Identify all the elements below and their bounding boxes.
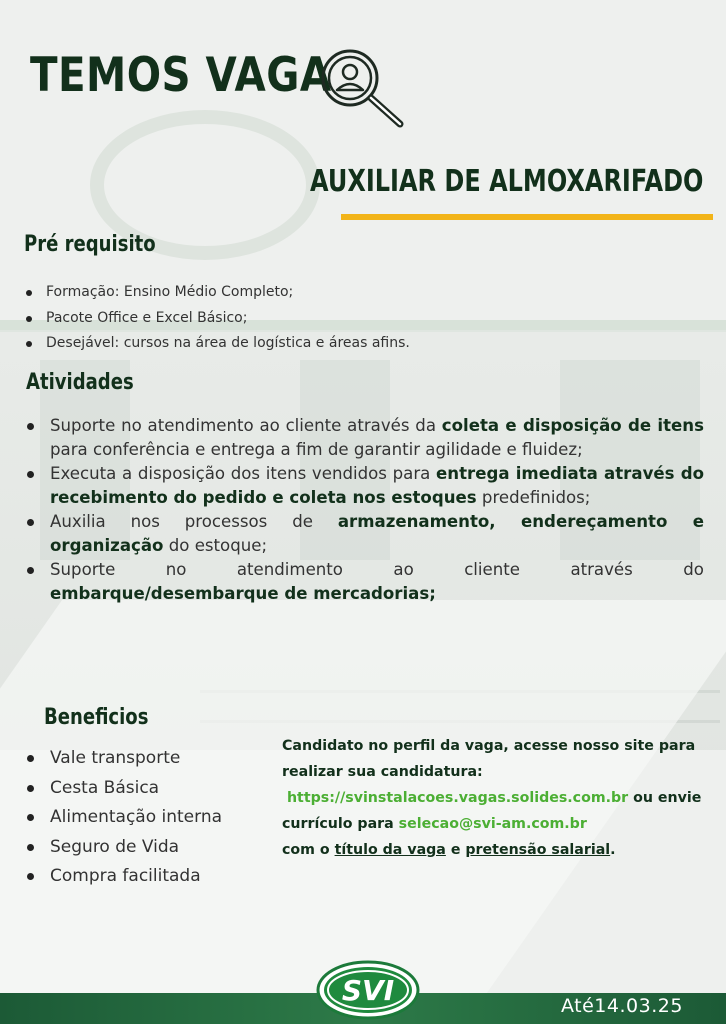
svi-logo xyxy=(315,960,421,1020)
list-item: Desejável: cursos na área de logística e áreas afins. xyxy=(24,331,704,357)
page-title: TEMOS VAGA xyxy=(30,48,332,103)
list-item: Seguro de Vida xyxy=(24,833,274,863)
requirements-heading: Pré requisito xyxy=(24,232,156,257)
requirements-list xyxy=(24,280,704,357)
title-underline xyxy=(341,214,713,220)
list-item: Alimentação interna xyxy=(24,803,274,833)
benefits-list xyxy=(24,744,274,892)
list-item: Compra facilitada xyxy=(24,862,274,892)
application-url-link[interactable]: https://svinstalacoes.vagas.solides.com.br xyxy=(286,790,629,806)
list-item: Suporte no atendimento ao cliente através do embarque/desembarque de mercadorias; xyxy=(24,558,704,606)
list-item: Formação: Ensino Médio Completo; xyxy=(24,280,704,306)
list-item: Suporte no atendimento ao cliente através da coleta e disposição de itens para conferência e entrega a fim de garantir agilidade e fluidez; xyxy=(24,414,704,462)
svg-text:SVI: SVI xyxy=(341,974,395,1007)
job-title: AUXILIAR DE ALMOXARIFADO xyxy=(310,164,704,199)
activities-list xyxy=(24,414,704,606)
list-item: Auxilia nos processos de armazenamento, endereçamento e organização do estoque; xyxy=(24,510,704,558)
list-item: Pacote Office e Excel Básico; xyxy=(24,306,704,332)
email-link[interactable]: selecao@svi-am.com.br xyxy=(398,816,587,832)
benefits-heading: Beneficios xyxy=(44,705,149,730)
activities-heading: Atividades xyxy=(26,370,134,395)
person-search-icon xyxy=(316,46,408,128)
list-item: Vale transporte xyxy=(24,744,274,774)
deadline-date: Até14.03.25 xyxy=(561,995,683,1017)
list-item: Cesta Básica xyxy=(24,774,274,804)
list-item: Executa a disposição dos itens vendidos para entrega imediata através do recebimento do pedido e coleta nos estoques predefinidos; xyxy=(24,462,704,510)
application-instructions: Candidato no perfil da vaga, acesse nosso site para realizar sua candidatura: https://svinstalacoes.vagas.solides.com.br ou envie currículo para selecao@svi-am.com.br com o título da vaga e pretensão salarial. xyxy=(282,738,702,858)
